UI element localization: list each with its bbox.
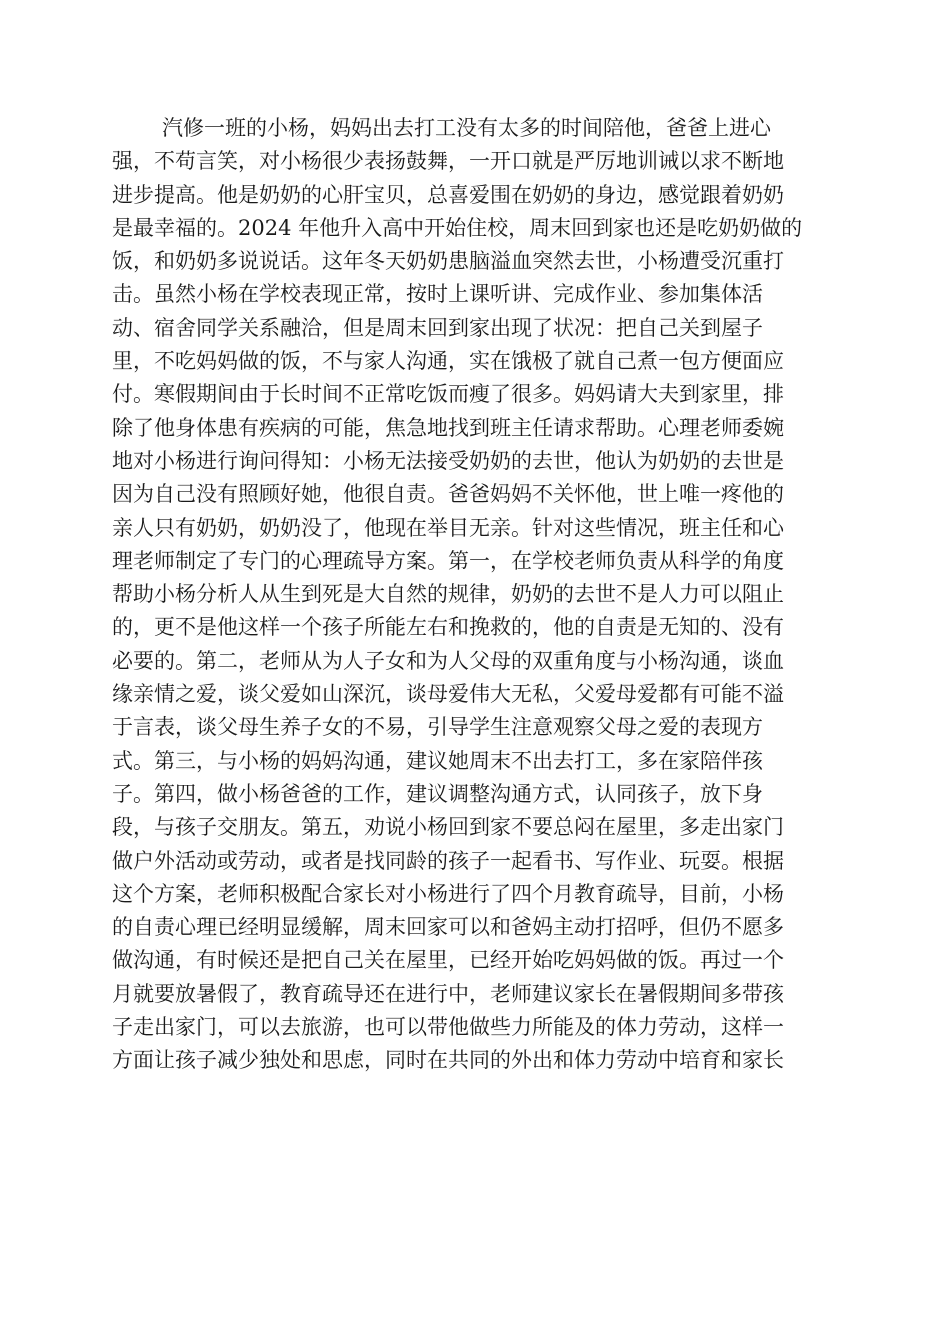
text-line: 的，更不是他这样一个孩子所能左右和挽救的，他的自责是无知的、没有	[112, 615, 784, 640]
text-line: 地对小杨进行询问得知：小杨无法接受奶奶的去世，他认为奶奶的去世是	[112, 448, 784, 473]
text-line: 强，不苟言笑，对小杨很少表扬鼓舞，一开口就是严厉地训诫以求不断地	[112, 149, 784, 174]
text-line: 付。寒假期间由于长时间不正常吃饭而瘦了很多。妈妈请大夫到家里，排	[112, 382, 784, 407]
text-line: 段，与孩子交朋友。第五，劝说小杨回到家不要总闷在屋里，多走出家门	[112, 815, 784, 840]
text-line: 是最幸福的。2024 年他升入高中开始住校，周末回到家也还是吃奶奶做的	[112, 215, 803, 240]
text-line: 于言表，谈父母生养子女的不易，引导学生注意观察父母之爱的表现方	[112, 715, 763, 740]
text-line: 汽修一班的小杨，妈妈出去打工没有太多的时间陪他，爸爸上进心	[162, 116, 771, 140]
text-line: 方面让孩子减少独处和思虑，同时在共同的外出和体力劳动中培育和家长	[112, 1048, 784, 1073]
text-line: 的自责心理已经明显缓解，周末回家可以和爸妈主动打招呼，但仍不愿多	[112, 915, 784, 940]
text-line: 击。虽然小杨在学校表现正常，按时上课听讲、完成作业、参加集体活	[112, 282, 763, 307]
text-line: 子走出家门，可以去旅游，也可以带他做些力所能及的体力劳动，这样一	[112, 1015, 784, 1040]
text-line: 亲人只有奶奶，奶奶没了，他现在举目无亲。针对这些情况，班主任和心	[112, 515, 784, 540]
text-line: 这个方案，老师积极配合家长对小杨进行了四个月教育疏导，目前，小杨	[112, 881, 784, 906]
text-line: 饭，和奶奶多说说话。这年冬天奶奶患脑溢血突然去世，小杨遭受沉重打	[112, 249, 784, 274]
text-line: 里，不吃妈妈做的饭，不与家人沟通，实在饿极了就自己煮一包方便面应	[112, 349, 784, 374]
text-line: 必要的。第二，老师从为人子女和为人父母的双重角度与小杨沟通，谈血	[112, 648, 784, 673]
text-line: 因为自己没有照顾好她，他很自责。爸爸妈妈不关怀他，世上唯一疼他的	[112, 482, 784, 507]
text-line: 做户外活动或劳动，或者是找同龄的孩子一起看书、写作业、玩耍。根据	[112, 848, 784, 873]
text-line: 月就要放暑假了，教育疏导还在进行中，老师建议家长在暑假期间多带孩	[112, 981, 784, 1006]
text-line: 进步提高。他是奶奶的心肝宝贝，总喜爱围在奶奶的身边，感觉跟着奶奶	[112, 182, 784, 207]
text-line: 除了他身体患有疾病的可能，焦急地找到班主任请求帮助。心理老师委婉	[112, 415, 784, 440]
text-line: 缘亲情之爱，谈父爱如山深沉，谈母爱伟大无私，父爱母爱都有可能不溢	[112, 682, 784, 707]
text-line: 帮助小杨分析人从生到死是大自然的规律，奶奶的去世不是人力可以阻止	[112, 582, 784, 607]
text-line: 做沟通，有时候还是把自己关在屋里，已经开始吃妈妈做的饭。再过一个	[112, 948, 784, 973]
text-line: 动、宿舍同学关系融洽，但是周末回到家出现了状况：把自己关到屋子	[112, 315, 763, 340]
text-line: 子。第四，做小杨爸爸的工作，建议调整沟通方式，认同孩子，放下身	[112, 781, 763, 806]
text-line: 理老师制定了专门的心理疏导方案。第一，在学校老师负责从科学的角度	[112, 548, 784, 573]
text-line: 式。第三，与小杨的妈妈沟通，建议她周末不出去打工，多在家陪伴孩	[112, 748, 763, 773]
body-paragraph	[112, 112, 832, 1078]
